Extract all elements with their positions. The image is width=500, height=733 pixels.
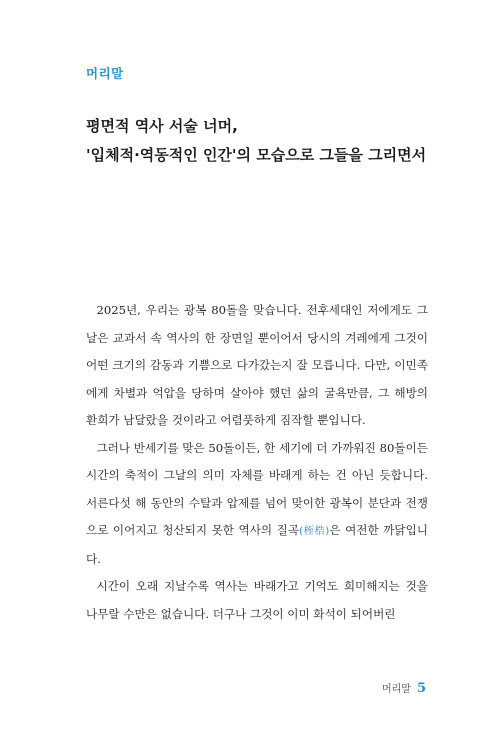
running-head: 머리말 bbox=[381, 684, 411, 695]
paragraph-2-text-b: 은 여전한 까닭입니다. bbox=[86, 523, 428, 566]
page-footer bbox=[382, 680, 426, 696]
chapter-headline bbox=[86, 112, 426, 170]
paragraph-2-text-a: 그러나 반세기를 맞은 50돌이든, 한 세기에 더 가까워진 80돌이든 시간의 축적이 그날의 의미 자체를 바래게 하는 건 아닌 듯합니다. 서른다섯 해 동안의 수탈과 압제를 넘어 맞이한 광복이 분단과 전쟁으로 이어지고 청산되지 못한 역사의 질곡 bbox=[86, 440, 428, 537]
hanja-annotation: (桎梏) bbox=[299, 526, 330, 537]
headline-line-2: '입체적·역동적인 인간'의 모습으로 그들을 그리면서 bbox=[86, 146, 427, 164]
paragraph-1: 2025년, 우리는 광복 80돌을 맞습니다. 전후세대인 저에게도 그날은 교과서 속 역사의 한 장면일 뿐이어서 당시의 겨레에게 그것이 어떤 크기의 감동과 기쁨으로 다가갔는지 잘 모릅니다. 다만, 이민족에게 차별과 억압을 당하며 살아야 했던 삶의 굴욕만큼, 그 해방의 환희가 남달랐을 것이라고 어렴풋하게 짐작할 뿐입니다. bbox=[86, 303, 428, 427]
section-label: 머리말 bbox=[86, 66, 124, 81]
paragraph-3: 시간이 오래 지날수록 역사는 바래가고 기억도 희미해지는 것을 나무랄 수만은 없습니다. 더구나 그것이 이미 화석이 되어버린 bbox=[86, 579, 428, 621]
headline-line-1: 평면적 역사 서술 너머, bbox=[86, 117, 238, 135]
paragraph-2 bbox=[86, 435, 428, 574]
page-number: 5 bbox=[416, 681, 426, 696]
body-text bbox=[86, 297, 428, 628]
